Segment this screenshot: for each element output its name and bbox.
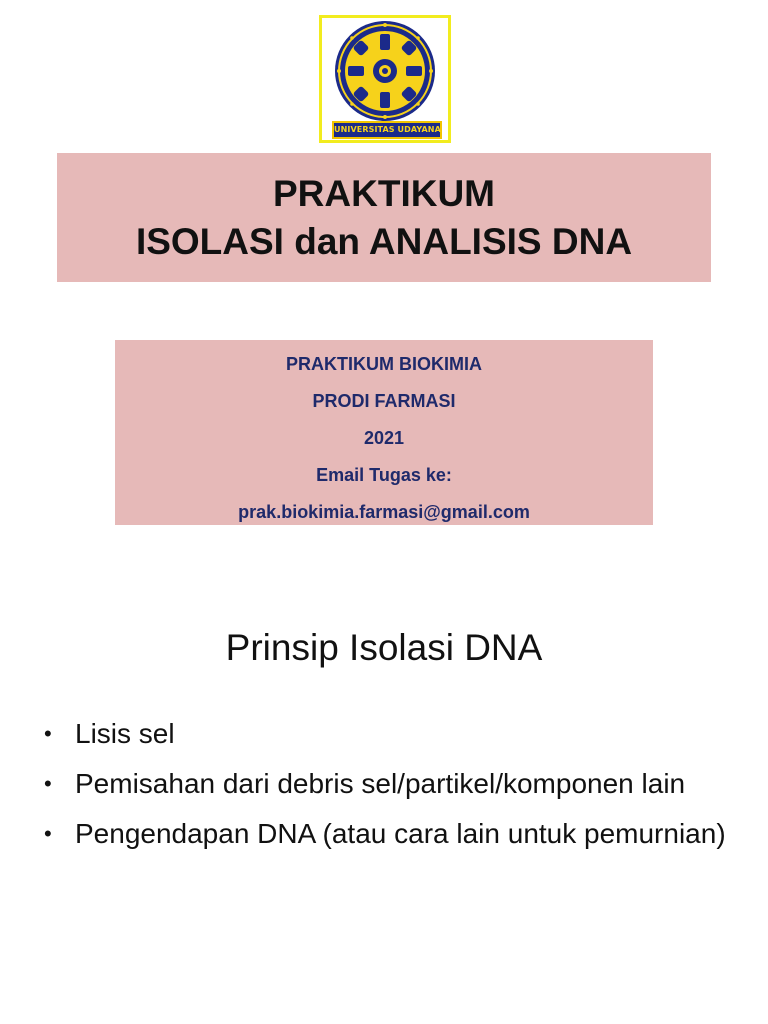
bullet-icon: •: [44, 821, 52, 846]
list-item: [44, 762, 734, 806]
list-item-text: Lisis sel: [75, 718, 175, 749]
email-label: Email Tugas ke:: [316, 465, 452, 485]
principle-list: [44, 712, 734, 862]
logo-institution-name: UNIVERSITAS UDAYANA: [332, 121, 442, 139]
list-item-text: Pemisahan dari debris sel/partikel/komponen lain: [75, 768, 686, 799]
email-address: prak.biokimia.farmasi@gmail.com: [238, 502, 530, 522]
section-heading: Prinsip Isolasi DNA: [225, 627, 543, 668]
title-line-2: ISOLASI dan ANALISIS DNA: [135, 221, 633, 262]
list-item: [44, 712, 734, 756]
list-item-text: Pengendapan DNA (atau cara lain untuk pemurnian): [75, 818, 726, 849]
list-item: [44, 812, 734, 856]
course-year: 2021: [363, 428, 405, 448]
university-logo: [319, 15, 451, 143]
title-line-1: PRAKTIKUM: [273, 173, 495, 214]
title-box: [57, 153, 711, 282]
course-info-box: [115, 340, 653, 525]
bullet-icon: •: [44, 771, 52, 796]
course-name: PRAKTIKUM BIOKIMIA: [286, 354, 482, 374]
program-name: PRODI FARMASI: [312, 391, 456, 411]
bullet-icon: •: [44, 721, 52, 746]
